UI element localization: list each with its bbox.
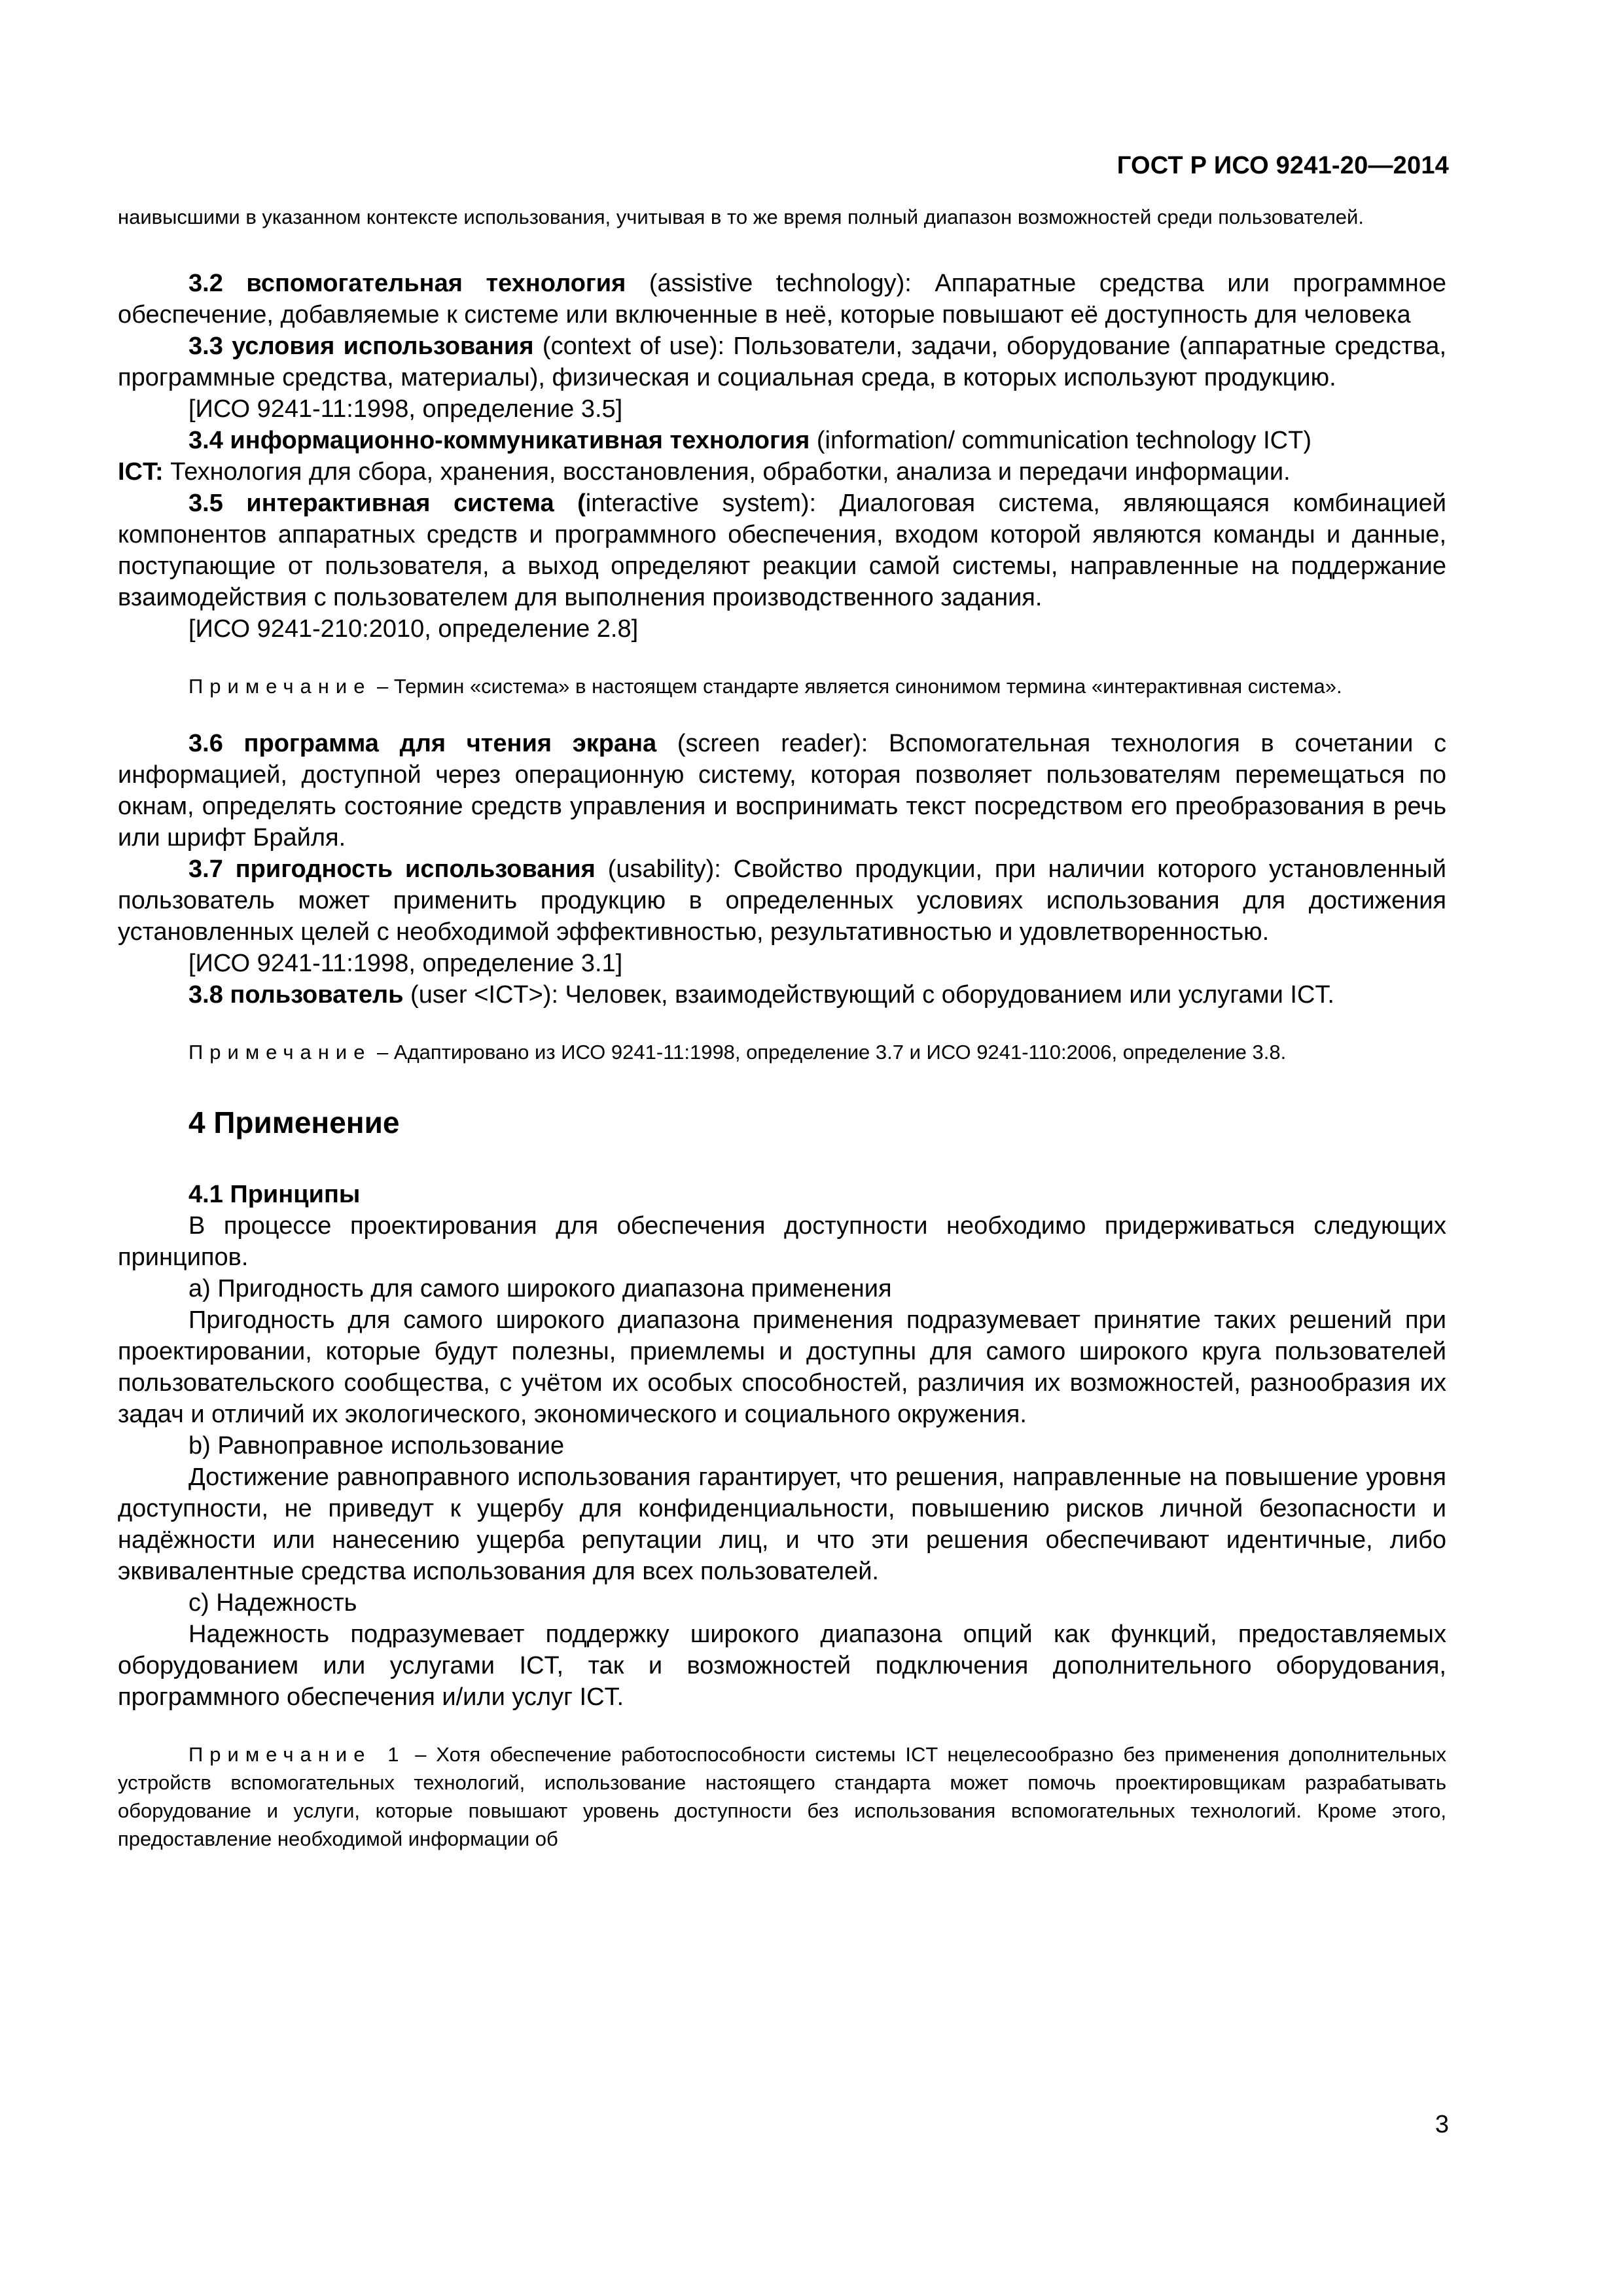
- note-label: Примечание: [188, 1041, 372, 1064]
- term-3-4-abbr: ICT:: [118, 458, 164, 486]
- term-3-5: [118, 488, 1446, 613]
- note-label: Примечание: [188, 675, 372, 698]
- term-3-2-title: вспомогательная технология: [246, 270, 626, 297]
- term-3-5-definition: interactive system): Диалоговая система, являющаяся комбинацией компонентов аппаратных средств и программного обеспечения, входом которой являются команды и данные, поступающие от пользователя, а выход определяют реакции самой системы, направленные на поддержание взаимодействия с пользователем для выполнения производственного задания.: [118, 490, 1446, 611]
- term-3-6: [118, 728, 1446, 853]
- principle-a-label: a) Пригодность для самого широкого диапазона применения: [188, 1275, 892, 1302]
- term-3-6-definition: (screen reader): Вспомогательная технология в сочетании с информацией, доступной через операционную систему, которая позволяет пользователям перемещаться по окнам, определять состояние средств управления и воспринимать текст посредством его преобразования в речь или шрифт Брайля.: [118, 730, 1447, 852]
- term-3-5-source: [ИСО 9241-210:2010, определение 2.8]: [188, 615, 639, 643]
- term-3-2-number: 3.2: [188, 270, 223, 297]
- term-3-4-title: информационно-коммуникативная технология: [230, 427, 810, 454]
- term-3-4-abbreviation: [118, 456, 1446, 488]
- term-3-2: [118, 268, 1446, 331]
- note-1: [118, 1740, 1446, 1853]
- note-1-text: – Хотя обеспечение работоспособности системы ICT нецелесообразно без применения дополнительных устройств вспомогательных технологий, использование настоящего стандарта может помочь проектировщикам разрабатывать оборудование и услуги, которые повышают уровень доступности без использования вспомогательных технологий. Кроме этого, предоставление необходимой информации об: [118, 1743, 1446, 1850]
- term-3-7-title: пригодность использования: [235, 855, 596, 883]
- term-3-4-abbr-definition: Технология для сбора, хранения, восстановления, обработки, анализа и передачи информации.: [163, 458, 1291, 486]
- note-system-text: – Термин «система» в настоящем стандарте является синонимом термина «интерактивная система».: [371, 675, 1342, 698]
- principle-c-label: c) Надежность: [188, 1589, 357, 1617]
- note-user: [118, 1038, 1446, 1066]
- term-3-2-definition: (assistive technology): Аппаратные средства или программное обеспечение, добавляемые к системе или включенные в неё, которые повышают её доступность для человека: [118, 270, 1446, 329]
- principle-b-label: b) Равноправное использование: [188, 1432, 565, 1460]
- principle-a-text: Пригодность для самого широкого диапазона применения подразумевает принятие таких решений при проектировании, которые будут полезны, приемлемы и доступны для самого широкого круга пользователей пользовательского сообщества, с учётом их особых способностей, различия их возможностей, разнообразия их задач и отличий их экологического, экономического и социального окружения.: [118, 1306, 1446, 1428]
- page-number: 3: [1435, 2111, 1449, 2138]
- principle-c-text: Надежность подразумевает поддержку широкого диапазона опций как функций, предоставляемых оборудованием или услугами ICT, так и возможностей подключения дополнительного оборудования, программного обеспечения и/или услуг ICT.: [118, 1621, 1446, 1711]
- page-body: [118, 203, 1446, 1853]
- term-3-5-title: интерактивная система (: [246, 490, 586, 517]
- term-3-6-title: программа для чтения экрана: [243, 730, 657, 757]
- term-3-3-definition: (context of use): Пользователи, задачи, оборудование (аппаратные средства, программные средства, материалы), физическая и социальная среда, в которых используют продукцию.: [118, 332, 1447, 391]
- term-3-8-number: 3.8: [188, 981, 223, 1009]
- term-3-4-definition: (information/ communication technology ICT): [810, 427, 1311, 454]
- term-3-8-definition: (user <ICT>): Человек, взаимодействующий с оборудованием или услугами ICT.: [403, 981, 1334, 1009]
- term-3-8-title: пользователь: [230, 981, 404, 1009]
- section-4-1-heading: 4.1 Принципы: [188, 1181, 361, 1208]
- term-3-7-definition: (usability): Свойство продукции, при наличии которого установленный пользователь может применить продукцию в определенных условиях использования для достижения установленных целей с необходимой эффективностью, результативностью и удовлетворенностью.: [118, 855, 1446, 946]
- principle-b-text: Достижение равноправного использования гарантирует, что решения, направленные на повышение уровня доступности, не приведут к ущербу для конфиденциальности, повышению рисков личной безопасности и надёжности или нанесению ущерба репутации лиц, и что эти решения обеспечивают идентичные, либо эквивалентные средства использования для всех пользователей.: [118, 1463, 1446, 1585]
- principles-intro: В процессе проектирования для обеспечения доступности необходимо придерживаться следующих принципов.: [118, 1212, 1446, 1271]
- term-3-4-number: 3.4: [188, 427, 223, 454]
- note-1-label: Примечание 1: [188, 1743, 406, 1766]
- standard-code: ГОСТ Р ИСО 9241-20—2014: [1116, 152, 1449, 179]
- term-3-3: [118, 331, 1446, 393]
- section-4-heading: 4 Применение: [188, 1105, 400, 1139]
- term-3-6-number: 3.6: [188, 730, 223, 757]
- term-3-3-number: 3.3: [188, 332, 223, 360]
- term-3-7-number: 3.7: [188, 855, 223, 883]
- note-system: [118, 672, 1446, 700]
- term-3-8: [118, 979, 1446, 1011]
- intro-continuation: наивысшими в указанном контексте использования, учитывая в то же время полный диапазон возможностей среди пользователей.: [118, 206, 1364, 228]
- term-3-4: [118, 425, 1446, 456]
- term-3-3-source: [ИСО 9241-11:1998, определение 3.5]: [188, 395, 623, 423]
- term-3-3-title: условия использования: [232, 332, 534, 360]
- term-3-5-number: 3.5: [188, 490, 223, 517]
- note-user-text: – Адаптировано из ИСО 9241-11:1998, определение 3.7 и ИСО 9241-110:2006, определение 3.8.: [371, 1041, 1287, 1064]
- term-3-7-source: [ИСО 9241-11:1998, определение 3.1]: [188, 950, 623, 977]
- term-3-7: [118, 853, 1446, 948]
